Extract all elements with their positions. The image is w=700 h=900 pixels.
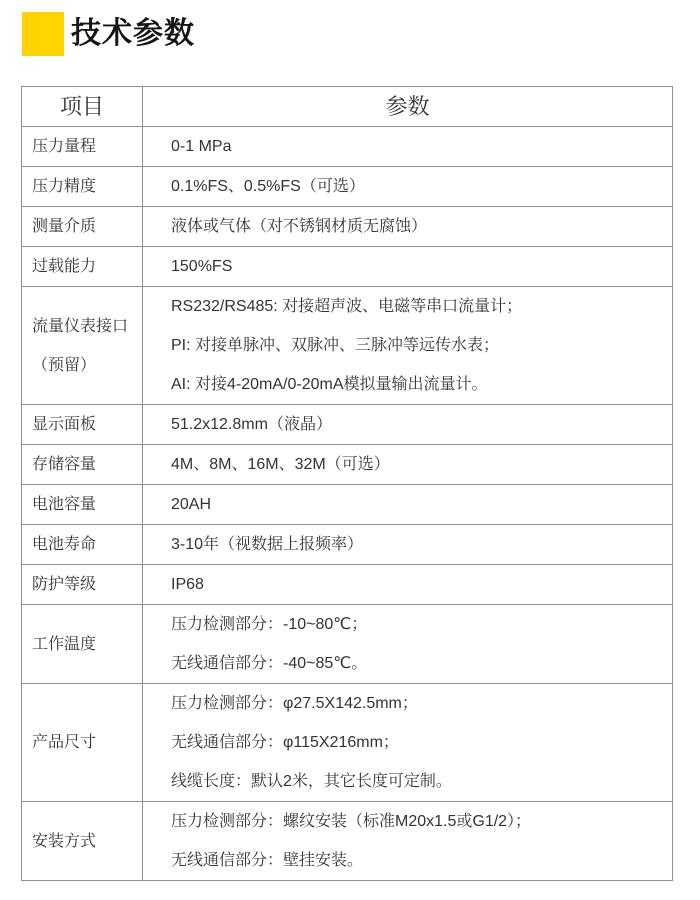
param-value: 51.2x12.8mm（液晶） <box>171 416 332 433</box>
item-label: 防护等级 <box>32 576 97 593</box>
column-header-param <box>143 87 673 127</box>
title-bullet-icon <box>22 12 64 56</box>
param-cell <box>143 684 673 802</box>
item-cell <box>22 605 143 684</box>
page-header <box>0 0 700 56</box>
table-row <box>22 207 673 247</box>
item-label: 存储容量 <box>32 456 97 473</box>
column-header-param-label: 参数 <box>385 94 430 119</box>
param-value: 液体或气体（对不锈钢材质无腐蚀） <box>171 218 428 235</box>
table-row <box>22 167 673 207</box>
item-cell <box>22 127 143 167</box>
param-cell <box>143 802 673 881</box>
item-cell <box>22 287 143 405</box>
item-cell <box>22 684 143 802</box>
param-value: PI: 对接单脉冲、双脉冲、三脉冲等远传水表； <box>171 337 500 354</box>
item-cell <box>22 405 143 445</box>
item-label: （预留） <box>32 356 97 374</box>
item-label: 显示面板 <box>32 416 97 433</box>
item-cell <box>22 207 143 247</box>
table-row <box>22 802 673 881</box>
param-value: RS232/RS485: 对接超声波、电磁等串口流量计； <box>171 298 523 315</box>
param-cell <box>143 525 673 565</box>
column-header-item <box>22 87 143 127</box>
param-cell <box>143 167 673 207</box>
param-cell <box>143 405 673 445</box>
item-label: 安装方式 <box>32 832 97 850</box>
item-cell <box>22 445 143 485</box>
item-cell <box>22 525 143 565</box>
item-label: 压力量程 <box>32 138 97 155</box>
param-value: 无线通信部分：φ115X216mm； <box>171 734 399 751</box>
page-title: 技术参数 <box>71 17 195 50</box>
param-value: IP68 <box>171 576 204 593</box>
param-cell <box>143 565 673 605</box>
param-cell <box>143 605 673 684</box>
item-cell <box>22 565 143 605</box>
table-row <box>22 525 673 565</box>
table-row <box>22 565 673 605</box>
param-value: 无线通信部分：壁挂安装。 <box>171 852 364 869</box>
param-value: 3-10年（视数据上报频率） <box>171 536 364 553</box>
column-header-item-label: 项目 <box>59 94 104 119</box>
table-row <box>22 605 673 684</box>
item-label: 压力精度 <box>32 178 97 195</box>
param-cell <box>143 127 673 167</box>
param-value: 20AH <box>171 496 212 513</box>
item-label: 电池容量 <box>32 496 97 513</box>
table-row <box>22 445 673 485</box>
item-cell <box>22 247 143 287</box>
item-cell <box>22 485 143 525</box>
item-label: 测量介质 <box>32 218 97 235</box>
param-cell <box>143 287 673 405</box>
table-row <box>22 247 673 287</box>
param-cell <box>143 445 673 485</box>
item-label: 产品尺寸 <box>32 734 97 751</box>
param-value: 线缆长度：默认2米，其它长度可定制。 <box>171 773 452 790</box>
param-value: 无线通信部分：-40~85℃。 <box>171 655 368 672</box>
item-cell <box>22 802 143 881</box>
param-value: 0-1 MPa <box>171 138 232 155</box>
param-cell <box>143 207 673 247</box>
param-cell <box>143 485 673 525</box>
param-cell <box>143 247 673 287</box>
item-label: 过载能力 <box>32 258 97 275</box>
item-label: 工作温度 <box>32 635 97 653</box>
specs-table <box>21 86 673 881</box>
item-label: 流量仪表接口 <box>32 317 129 335</box>
table-header-row <box>22 87 673 127</box>
param-value: 压力检测部分：φ27.5X142.5mm； <box>171 695 418 712</box>
param-value: 0.1%FS、0.5%FS（可选） <box>171 178 365 195</box>
param-value: 150%FS <box>171 258 233 275</box>
item-cell <box>22 167 143 207</box>
table-row <box>22 127 673 167</box>
table-row <box>22 485 673 525</box>
param-value: 4M、8M、16M、32M（可选） <box>171 456 390 473</box>
table-row <box>22 405 673 445</box>
param-value: AI: 对接4-20mA/0-20mA模拟量输出流量计。 <box>171 376 488 393</box>
table-row <box>22 287 673 405</box>
table-row <box>22 684 673 802</box>
param-value: 压力检测部分：-10~80℃； <box>171 616 368 633</box>
item-label: 电池寿命 <box>32 536 97 553</box>
param-value: 压力检测部分：螺纹安装（标准M20x1.5或G1/2）； <box>171 813 532 830</box>
